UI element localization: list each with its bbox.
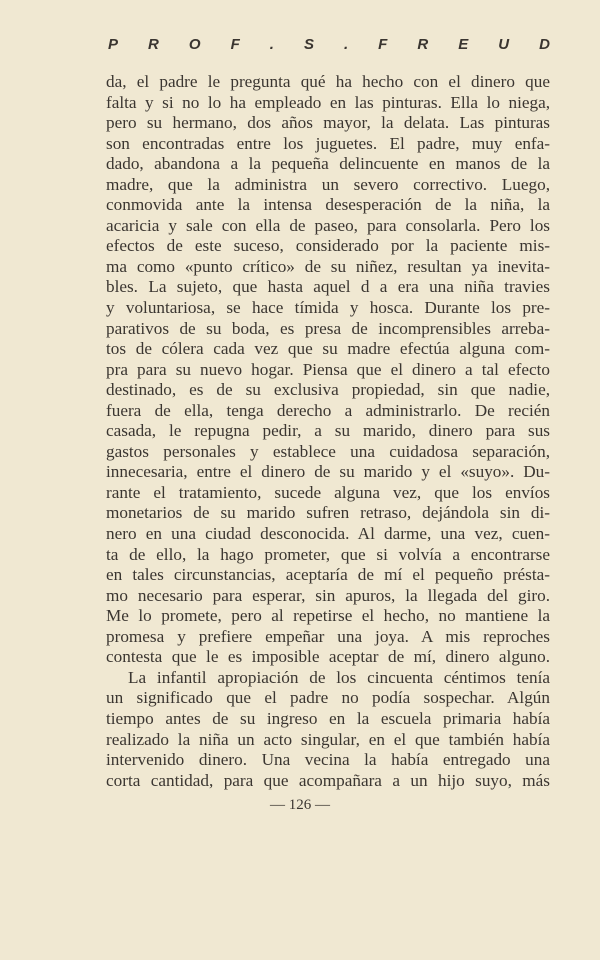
text-line: ta de ello, la hago prometer, que si volvía a encontrarse [106,544,550,564]
text-line: gastos personales y establece una cuidadosa separación, [106,441,550,461]
page-number: — 126 — [270,797,330,813]
header-letter: R [417,36,429,53]
text-line: contesta que le es imposible aceptar de mí, dinero alguno. [106,647,550,667]
text-line: efectos de este suceso, considerado por la paciente mis- [106,236,550,256]
text-line: pero su hermano, dos años mayor, la delata. Las pinturas [106,113,550,133]
text-line: bles. La sujeto, que hasta aquel d a era una niña travies [106,277,550,297]
text-line: acaricia y sale con ella de paseo, para consolarla. Pero los [106,215,550,235]
text-line: La infantil apropiación de los cincuenta céntimos tenía [128,667,550,687]
text-line: en tales circunstancias, aceptaría de mí el pequeño présta- [106,565,550,585]
running-header [108,36,550,53]
text-line: tiempo antes de su ingreso en la escuela primaria había [106,708,550,728]
text-line: ma como «punto crítico» de su niñez, resultan ya inevita- [106,256,550,276]
header-letter: F [378,36,388,53]
text-line: corta cantidad, para que acompañara a un hijo suyo, más [106,770,550,790]
header-letter: S [303,36,314,53]
header-letter: E [458,36,469,53]
text-line: promesa y prefiere empeñar una joya. A mis reproches [106,626,550,646]
text-line: parativos de su boda, es presa de incomprensibles arreba- [106,318,550,338]
text-line: tos de cólera cada vez que su madre efectúa alguna com- [106,339,550,359]
header-letter: O [188,36,201,53]
body-text [106,72,550,791]
text-line: monetarios de su marido sufren retraso, dejándola sin di- [106,503,550,523]
header-letter: F [230,36,240,53]
header-letter: . [343,36,349,53]
text-line: mo necesario para esperar, sin apuros, la llegada del giro. [106,585,550,605]
header-letter: . [269,36,274,53]
text-line: pra para su nuevo hogar. Piensa que el dinero a tal efecto [106,359,550,379]
text-line: y voluntariosa, se hace tímida y hosca. Durante los pre- [106,298,550,318]
text-line: nero en una ciudad desconocida. Al darme, una vez, cuen- [106,524,550,544]
text-line: son encontradas entre los juguetes. El padre, muy enfa- [106,133,550,153]
text-line: da, el padre le pregunta qué ha hecho con el dinero que [106,72,550,91]
header-letter: U [498,36,510,53]
header-letter: P [108,36,119,53]
text-line: dado, abandona a la pequeña delincuente en manos de la [106,154,550,174]
text-line: falta y si no lo ha empleado en las pinturas. Ella lo niega, [106,92,550,112]
text-line: un significado que el padre no podía sospechar. Algún [106,688,550,708]
text-line: rante el tratamiento, sucede alguna vez, que los envíos [106,482,550,502]
text-line: conmovida ante la intensa desesperación de la niña, la [106,195,550,215]
header-letter: D [539,36,550,53]
text-line: innecesaria, entre el dinero de su marido y el «suyo». Du- [106,462,550,482]
text-line: madre, que la administra un severo correctivo. Luego, [106,174,550,194]
text-line: Me lo promete, pero al repetirse el hecho, no mantiene la [106,606,550,626]
header-letter: R [148,36,159,53]
text-line: fuera de ella, tenga derecho a administrarlo. De recién [106,400,550,420]
text-line: destinado, es de su exclusiva propiedad, sin que nadie, [106,380,550,400]
text-line: realizado la niña un acto singular, en el que también había [106,729,550,749]
text-line: casada, le repugna pedir, a su marido, dinero para sus [106,421,550,441]
text-line: intervenido dinero. Una vecina la había entregado una [106,750,550,770]
